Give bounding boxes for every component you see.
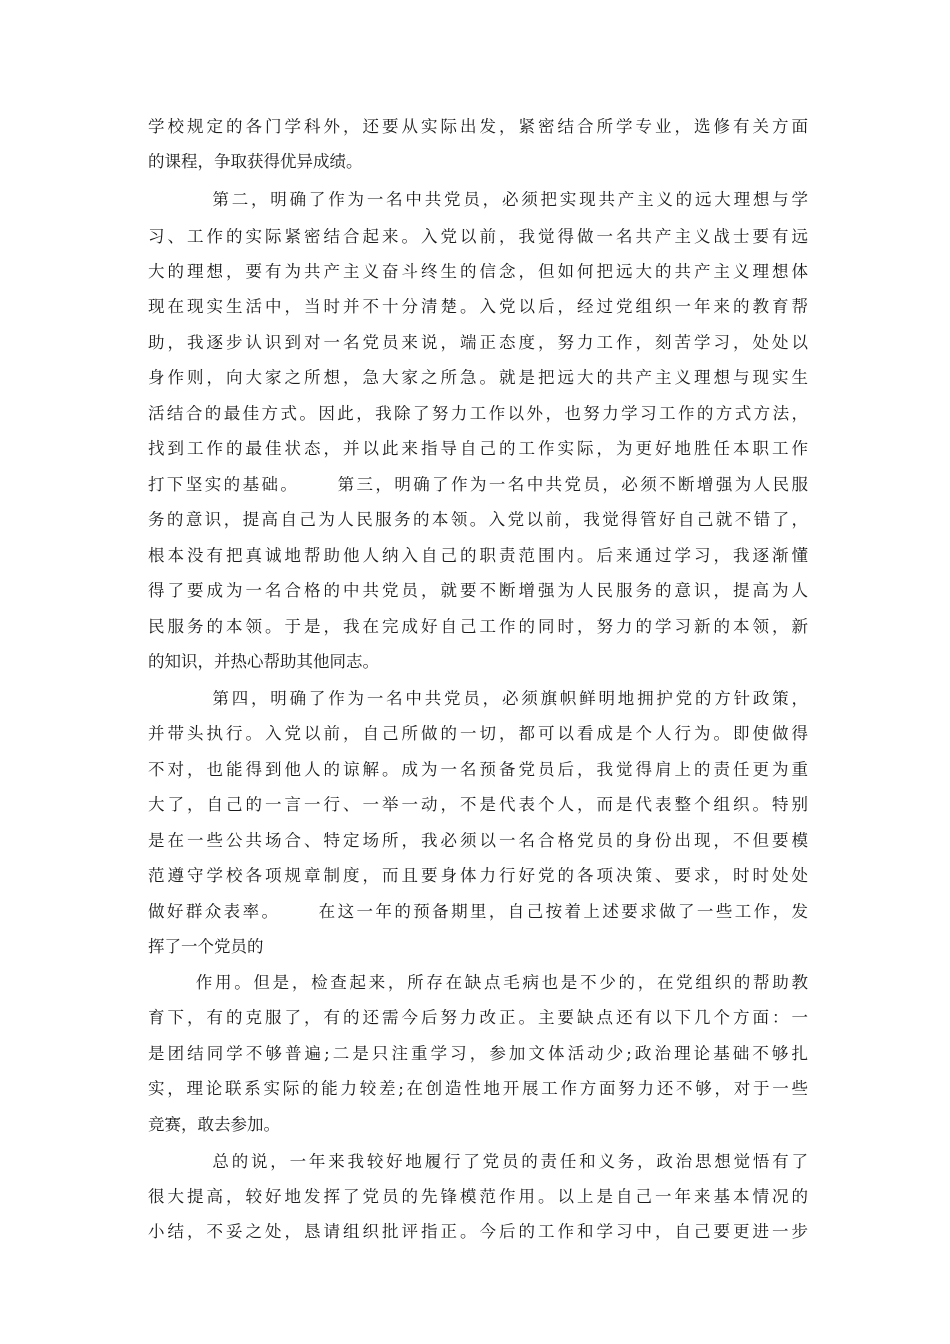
- text-line: 活结合的最佳方式。因此，我除了努力工作以外，也努力学习工作的方式方法，: [148, 404, 808, 423]
- text-line: 实，理论联系实际的能力较差;在创造性地开展工作方面努力还不够，对于一些: [148, 1079, 808, 1098]
- text-line: 总的说，一年来我较好地履行了党员的责任和义务，政治思想觉悟有了: [148, 1152, 808, 1171]
- text-line: 的课程，争取获得优异成绩。: [148, 152, 363, 171]
- text-line: 现在现实生活中，当时并不十分清楚。入党以后，经过党组织一年来的教育帮: [148, 297, 808, 316]
- text-line: 打下坚实的基础。 第三，明确了作为一名中共党员，必须不断增强为人民服: [148, 475, 808, 494]
- text-line: 育下，有的克服了，有的还需今后努力改正。主要缺点还有以下几个方面：一: [148, 1008, 808, 1027]
- text-line: 第二，明确了作为一名中共党员，必须把实现共产主义的远大理想与学: [148, 190, 808, 209]
- text-line: 不对，也能得到他人的谅解。成为一名预备党员后，我觉得肩上的责任更为重: [148, 760, 808, 779]
- text-line: 范遵守学校各项规章制度，而且要身体力行好党的各项决策、要求，时时处处: [148, 866, 808, 885]
- text-line: 是团结同学不够普遍;二是只注重学习，参加文体活动少;政治理论基础不够扎: [148, 1044, 808, 1063]
- text-line: 学校规定的各门学科外，还要从实际出发，紧密结合所学专业，选修有关方面: [148, 117, 808, 136]
- text-line: 的知识，并热心帮助其他同志。: [148, 652, 379, 671]
- text-line: 并带头执行。入党以前，自己所做的一切，都可以看成是个人行为。即使做得: [148, 724, 808, 743]
- text-line: 很大提高，较好地发挥了党员的先锋模范作用。以上是自己一年来基本情况的: [148, 1187, 808, 1206]
- text-line: 挥了一个党员的: [148, 937, 264, 956]
- text-line: 是在一些公共场合、特定场所，我必须以一名合格党员的身份出现，不但要模: [148, 831, 808, 850]
- text-line: 民服务的本领。于是，我在完成好自己工作的同时，努力的学习新的本领，新: [148, 617, 808, 636]
- text-line: 身作则，向大家之所想，急大家之所急。就是把远大的共产主义理想与现实生: [148, 368, 808, 387]
- text-line: 大的理想，要有为共产主义奋斗终生的信念，但如何把远大的共产主义理想体: [148, 262, 808, 281]
- text-line: 务的意识，提高自己为人民服务的本领。入党以前，我觉得管好自己就不错了，: [148, 510, 808, 529]
- text-line: 找到工作的最佳状态，并以此来指导自己的工作实际，为更好地胜任本职工作: [148, 439, 808, 458]
- text-line: 大了，自己的一言一行、一举一动，不是代表个人，而是代表整个组织。特别: [148, 795, 808, 814]
- text-line: 根本没有把真诚地帮助他人纳入自己的职责范围内。后来通过学习，我逐渐懂: [148, 546, 808, 565]
- text-line: 助，我逐步认识到对一名党员来说，端正态度，努力工作，刻苦学习，处处以: [148, 333, 808, 352]
- text-line: 第四，明确了作为一名中共党员，必须旗帜鲜明地拥护党的方针政策，: [148, 689, 808, 708]
- text-line: 作用。但是，检查起来，所存在缺点毛病也是不少的，在党组织的帮助教: [148, 973, 808, 992]
- text-line: 小结，不妥之处，恳请组织批评指正。今后的工作和学习中，自己要更进一步: [148, 1222, 808, 1241]
- text-line: 得了要成为一名合格的中共党员，就要不断增强为人民服务的意识，提高为人: [148, 581, 808, 600]
- text-line: 做好群众表率。 在这一年的预备期里，自己按着上述要求做了一些工作，发: [148, 902, 808, 921]
- text-line: 习、工作的实际紧密结合起来。入党以前，我觉得做一名共产主义战士要有远: [148, 227, 808, 246]
- text-line: 竞赛，敢去参加。: [148, 1115, 280, 1134]
